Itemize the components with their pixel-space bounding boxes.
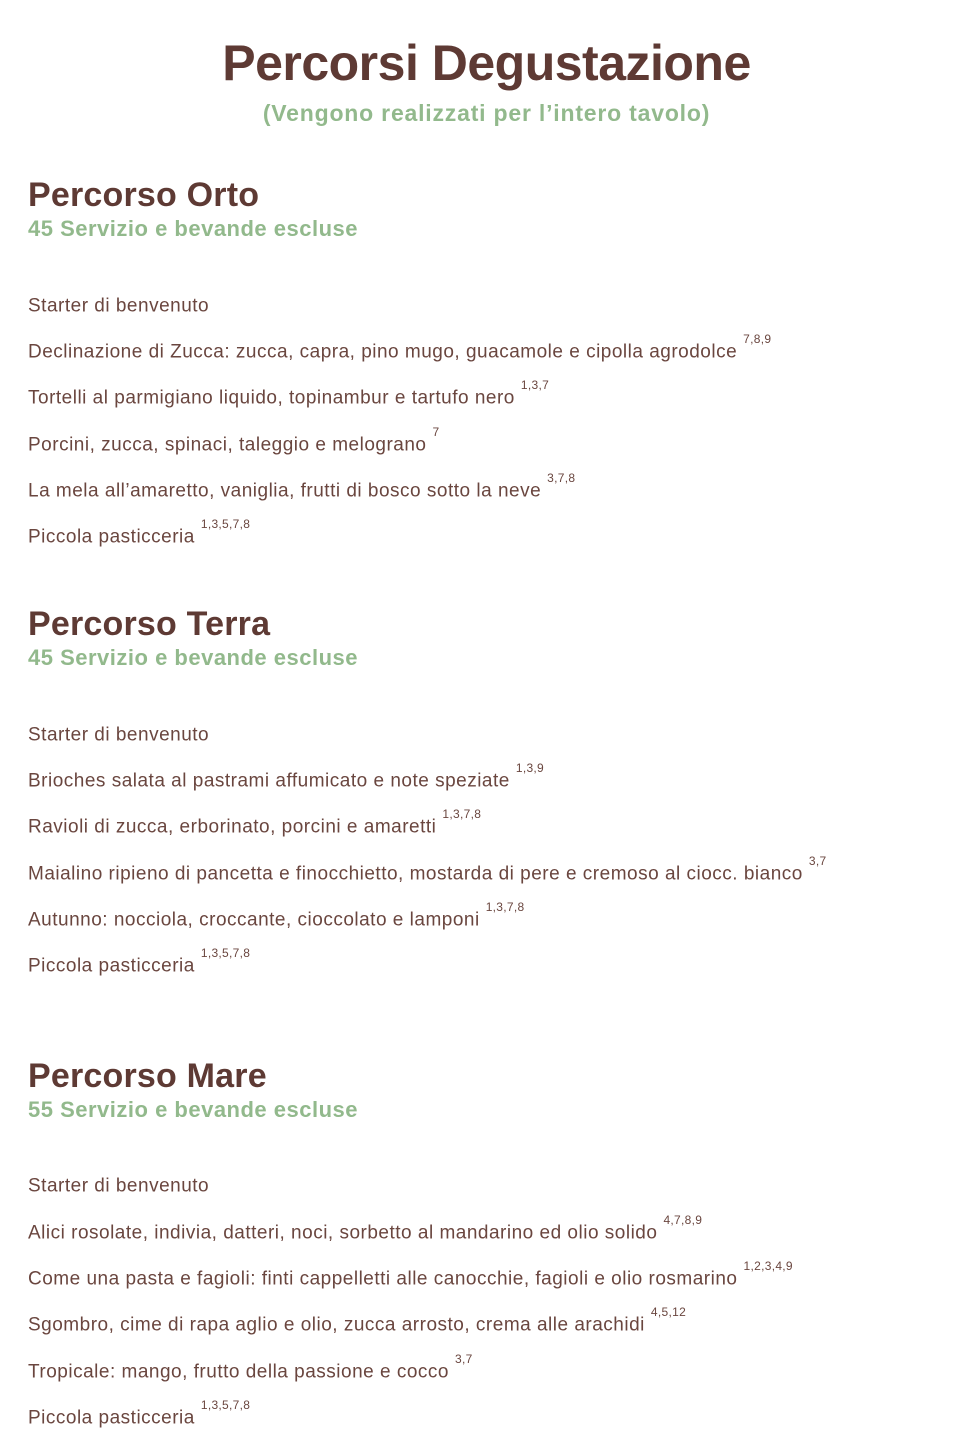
allergen-numbers: 1,3,7,8 <box>486 900 525 914</box>
dish-text: Declinazione di Zucca: zucca, capra, pino mugo, guacamole e cipolla agrodolce <box>28 341 737 362</box>
dish-text: Maialino ripieno di pancetta e finocchietto, mostarda di pere e cremoso al ciocc. bianco <box>28 863 803 884</box>
dish-text: Tortelli al parmigiano liquido, topinambur e tartufo nero <box>28 388 515 409</box>
dish-item <box>28 1306 945 1338</box>
dish-text: Ravioli di zucca, erborinato, porcini e amaretti <box>28 817 436 838</box>
dish-list <box>28 287 945 551</box>
section-price-note: 45 Servizio e bevande escluse <box>28 216 945 242</box>
dish-list <box>28 716 945 980</box>
allergen-numbers: 1,3,5,7,8 <box>201 1398 250 1412</box>
dish-item <box>28 855 945 887</box>
dish-text: Porcini, zucca, spinaci, taleggio e melograno <box>28 434 426 455</box>
allergen-numbers: 1,2,3,4,9 <box>744 1259 793 1273</box>
dish-item <box>28 472 945 504</box>
allergen-numbers: 3,7,8 <box>547 471 575 485</box>
dish-text: Tropicale: mango, frutto della passione e cocco <box>28 1361 449 1382</box>
dish-item <box>28 1353 945 1385</box>
dish-text: Starter di benvenuto <box>28 1176 209 1197</box>
dish-item <box>28 518 945 550</box>
section-price-note: 55 Servizio e bevande escluse <box>28 1097 945 1123</box>
allergen-numbers: 7 <box>432 425 439 439</box>
dish-text: Piccola pasticceria <box>28 956 195 977</box>
section-title: Percorso Mare <box>28 1058 945 1095</box>
allergen-numbers: 3,7 <box>809 854 827 868</box>
section-title: Percorso Terra <box>28 606 945 643</box>
dish-item <box>28 1167 945 1199</box>
section-price-note: 45 Servizio e bevande escluse <box>28 645 945 671</box>
menu-section <box>28 177 945 551</box>
section-title: Percorso Orto <box>28 177 945 214</box>
dish-item <box>28 426 945 458</box>
dish-text: La mela all’amaretto, vaniglia, frutti di bosco sotto la neve <box>28 480 541 501</box>
dish-text: Alici rosolate, indivia, datteri, noci, sorbetto al mandarino ed olio solido <box>28 1222 657 1243</box>
allergen-numbers: 1,3,5,7,8 <box>201 946 250 960</box>
allergen-numbers: 1,3,7,8 <box>442 807 481 821</box>
dish-item <box>28 1399 945 1431</box>
page-subtitle: (Vengono realizzati per l’intero tavolo) <box>28 100 945 127</box>
menu-section <box>28 606 945 980</box>
menu-section <box>28 1058 945 1431</box>
dish-text: Sgombro, cime di rapa aglio e olio, zucca arrosto, crema alle arachidi <box>28 1315 645 1336</box>
dish-item <box>28 333 945 365</box>
dish-list <box>28 1167 945 1431</box>
dish-item <box>28 287 945 319</box>
allergen-numbers: 1,3,9 <box>516 761 544 775</box>
dish-item <box>28 1260 945 1292</box>
allergen-numbers: 4,5,12 <box>651 1305 686 1319</box>
dish-item <box>28 947 945 979</box>
menu-sections <box>28 177 945 1431</box>
dish-item <box>28 808 945 840</box>
dish-item <box>28 379 945 411</box>
menu-header <box>28 0 945 127</box>
allergen-numbers: 7,8,9 <box>743 332 771 346</box>
dish-text: Piccola pasticceria <box>28 527 195 548</box>
allergen-numbers: 3,7 <box>455 1352 473 1366</box>
dish-text: Starter di benvenuto <box>28 295 209 316</box>
dish-text: Starter di benvenuto <box>28 724 209 745</box>
allergen-numbers: 1,3,7 <box>521 378 549 392</box>
dish-text: Autunno: nocciola, croccante, cioccolato e lamponi <box>28 909 480 930</box>
dish-text: Piccola pasticceria <box>28 1407 195 1428</box>
dish-item <box>28 901 945 933</box>
dish-item <box>28 1214 945 1246</box>
dish-text: Brioches salata al pastrami affumicato e note speziate <box>28 770 510 791</box>
dish-item <box>28 716 945 748</box>
allergen-numbers: 4,7,8,9 <box>663 1213 702 1227</box>
dish-item <box>28 762 945 794</box>
page-title: Percorsi Degustazione <box>28 38 945 88</box>
allergen-numbers: 1,3,5,7,8 <box>201 517 250 531</box>
dish-text: Come una pasta e fagioli: finti cappelletti alle canocchie, fagioli e olio rosmarino <box>28 1268 738 1289</box>
